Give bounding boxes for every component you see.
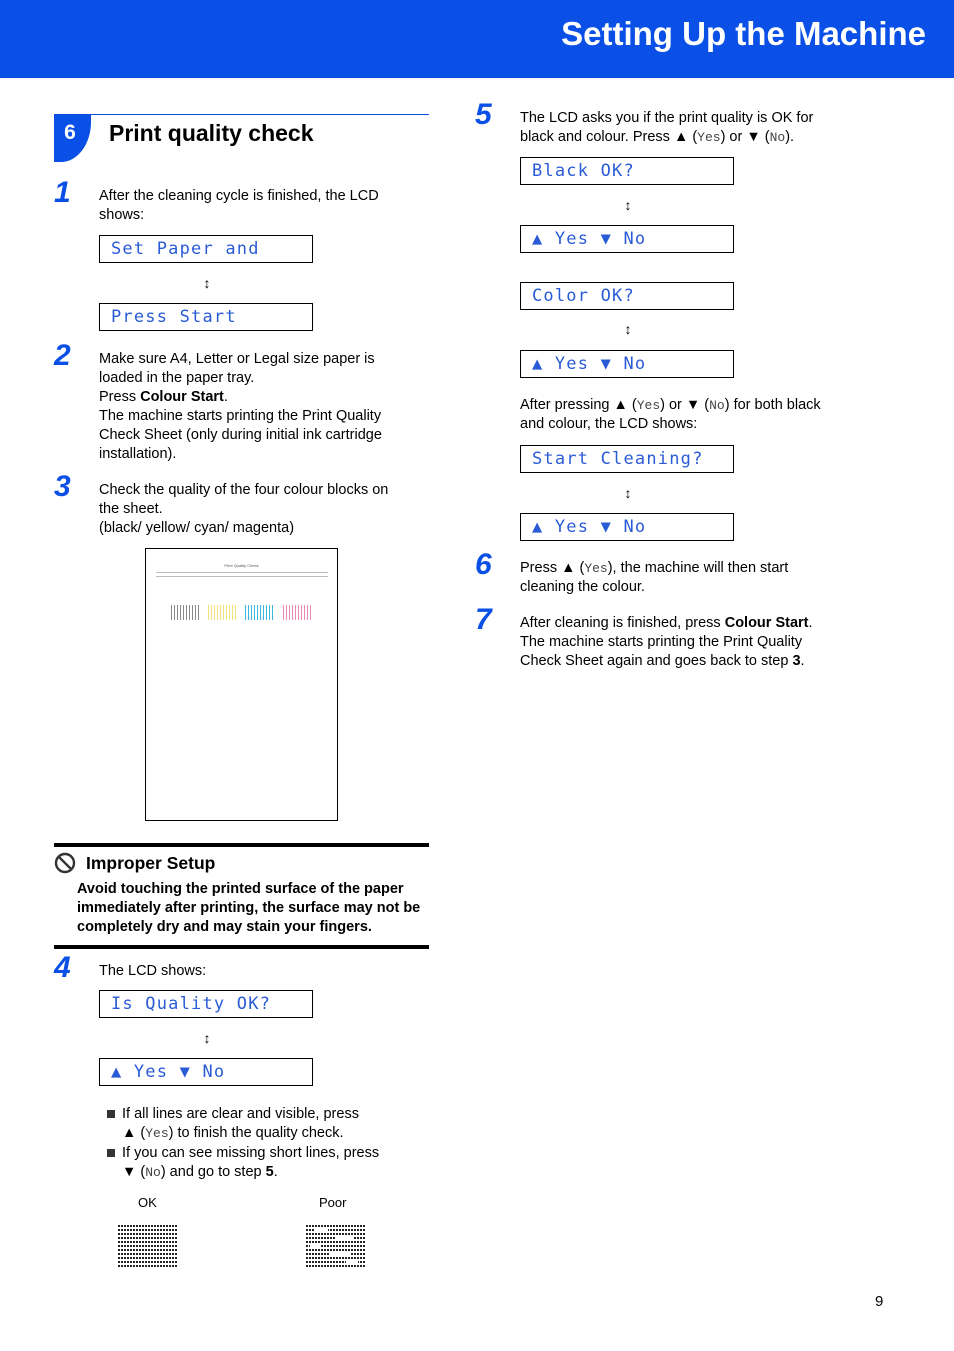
warning-title: Improper Setup bbox=[86, 853, 216, 873]
step-3-number: 3 bbox=[54, 470, 71, 503]
up-arrow-icon: ▲ bbox=[122, 1125, 137, 1141]
up-arrow-icon: ▲ bbox=[613, 397, 628, 413]
toggle-arrow-icon: ↕ bbox=[624, 197, 632, 213]
up-arrow-icon: ▲ bbox=[673, 129, 689, 145]
page-number: 9 bbox=[875, 1293, 884, 1310]
lcd-display: Is Quality OK? bbox=[99, 990, 313, 1018]
ok-pattern-icon bbox=[118, 1225, 178, 1269]
poor-label: Poor bbox=[319, 1195, 347, 1210]
step-5-after-text: After pressing ▲ (Yes) or ▼ (No) for both black and colour, the LCD shows: bbox=[520, 397, 821, 432]
sheet-title: Print Quality Check bbox=[224, 563, 259, 568]
step-5-number: 5 bbox=[475, 98, 492, 131]
toggle-arrow-icon: ↕ bbox=[624, 321, 632, 337]
warning-text: Avoid touching the printed surface of the paper immediately after printing, the surface may not be completely dry and may stain your fingers. bbox=[77, 881, 421, 935]
step-7-text: After cleaning is finished, press Colour Start. The machine starts printing the Print Quality Check Sheet again and goes back to step 3. bbox=[520, 615, 813, 669]
print-quality-sheet bbox=[145, 548, 338, 821]
lcd-display: Color OK? bbox=[520, 282, 734, 310]
bullet-poor-text: If you can see missing short lines, press ▼ (No) and go to step 5. bbox=[122, 1145, 380, 1180]
poor-pattern-icon bbox=[306, 1225, 366, 1269]
lcd-yes-no: ▲ Yes ▼ No bbox=[520, 225, 734, 253]
step-4-number: 4 bbox=[54, 951, 71, 984]
lcd-display: Set Paper and bbox=[99, 235, 313, 263]
black-block bbox=[171, 605, 201, 620]
step-1-number: 1 bbox=[54, 176, 71, 209]
yellow-block bbox=[208, 605, 238, 620]
step-6-text: Press ▲ (Yes), the machine will then start cleaning the colour. bbox=[520, 560, 789, 595]
step-6-number: 6 bbox=[475, 548, 492, 581]
step-2-number: 2 bbox=[54, 339, 71, 372]
up-arrow-icon: ▲ bbox=[532, 229, 544, 249]
sheet-text-line bbox=[156, 576, 328, 577]
bullet-icon bbox=[107, 1110, 115, 1118]
toggle-arrow-icon: ↕ bbox=[203, 1030, 211, 1046]
down-arrow-icon: ▼ bbox=[600, 354, 613, 374]
bullet-icon bbox=[107, 1149, 115, 1157]
up-arrow-icon: ▲ bbox=[532, 517, 544, 537]
lcd-display: Press Start bbox=[99, 303, 313, 331]
lcd-yes-no: ▲ Yes ▼ No bbox=[99, 1058, 313, 1086]
down-arrow-icon: ▼ bbox=[179, 1062, 192, 1082]
down-arrow-icon: ▼ bbox=[600, 517, 613, 537]
section-number: 6 bbox=[64, 121, 76, 144]
page-title: Setting Up the Machine bbox=[561, 15, 926, 52]
lcd-yes-no: ▲ Yes ▼ No bbox=[520, 350, 734, 378]
step-7-number: 7 bbox=[475, 603, 492, 636]
step-2-text: Make sure A4, Letter or Legal size paper is loaded in the paper tray. Press Colour Start. The machine starts printing the Print Quality Check Sheet (only during initial ink cartridge installation). bbox=[99, 351, 382, 462]
prohibited-icon bbox=[54, 852, 76, 874]
magenta-block bbox=[283, 605, 313, 620]
step-4-text: The LCD shows: bbox=[99, 963, 207, 979]
sheet-text-line bbox=[156, 572, 328, 573]
step-3-text: Check the quality of the four colour blocks on the sheet. (black/ yellow/ cyan/ magenta) bbox=[99, 482, 389, 536]
lcd-yes-no: ▲ Yes ▼ No bbox=[520, 513, 734, 541]
step-1-text: After the cleaning cycle is finished, the LCD shows: bbox=[99, 188, 379, 223]
down-arrow-icon: ▼ bbox=[746, 129, 761, 145]
toggle-arrow-icon: ↕ bbox=[624, 485, 632, 501]
down-arrow-icon: ▼ bbox=[122, 1164, 137, 1180]
up-arrow-icon: ▲ bbox=[111, 1062, 123, 1082]
up-arrow-icon: ▲ bbox=[532, 354, 544, 374]
warning-top-rule bbox=[54, 843, 429, 847]
warning-bottom-rule bbox=[54, 945, 429, 949]
lcd-display: Black OK? bbox=[520, 157, 734, 185]
toggle-arrow-icon: ↕ bbox=[203, 275, 211, 291]
step-5-text: The LCD asks you if the print quality is OK for black and colour. Press ▲ (Yes) or ▼ (No). bbox=[520, 110, 814, 145]
bullet-ok-text: If all lines are clear and visible, press ▲ (Yes) to finish the quality check. bbox=[122, 1106, 359, 1141]
section-title: Print quality check bbox=[109, 120, 314, 146]
cyan-block bbox=[245, 605, 275, 620]
down-arrow-icon: ▼ bbox=[685, 397, 701, 413]
lcd-display: Start Cleaning? bbox=[520, 445, 734, 473]
section-rule bbox=[54, 114, 429, 115]
up-arrow-icon: ▲ bbox=[561, 560, 576, 576]
ok-label: OK bbox=[138, 1195, 157, 1210]
down-arrow-icon: ▼ bbox=[600, 229, 613, 249]
